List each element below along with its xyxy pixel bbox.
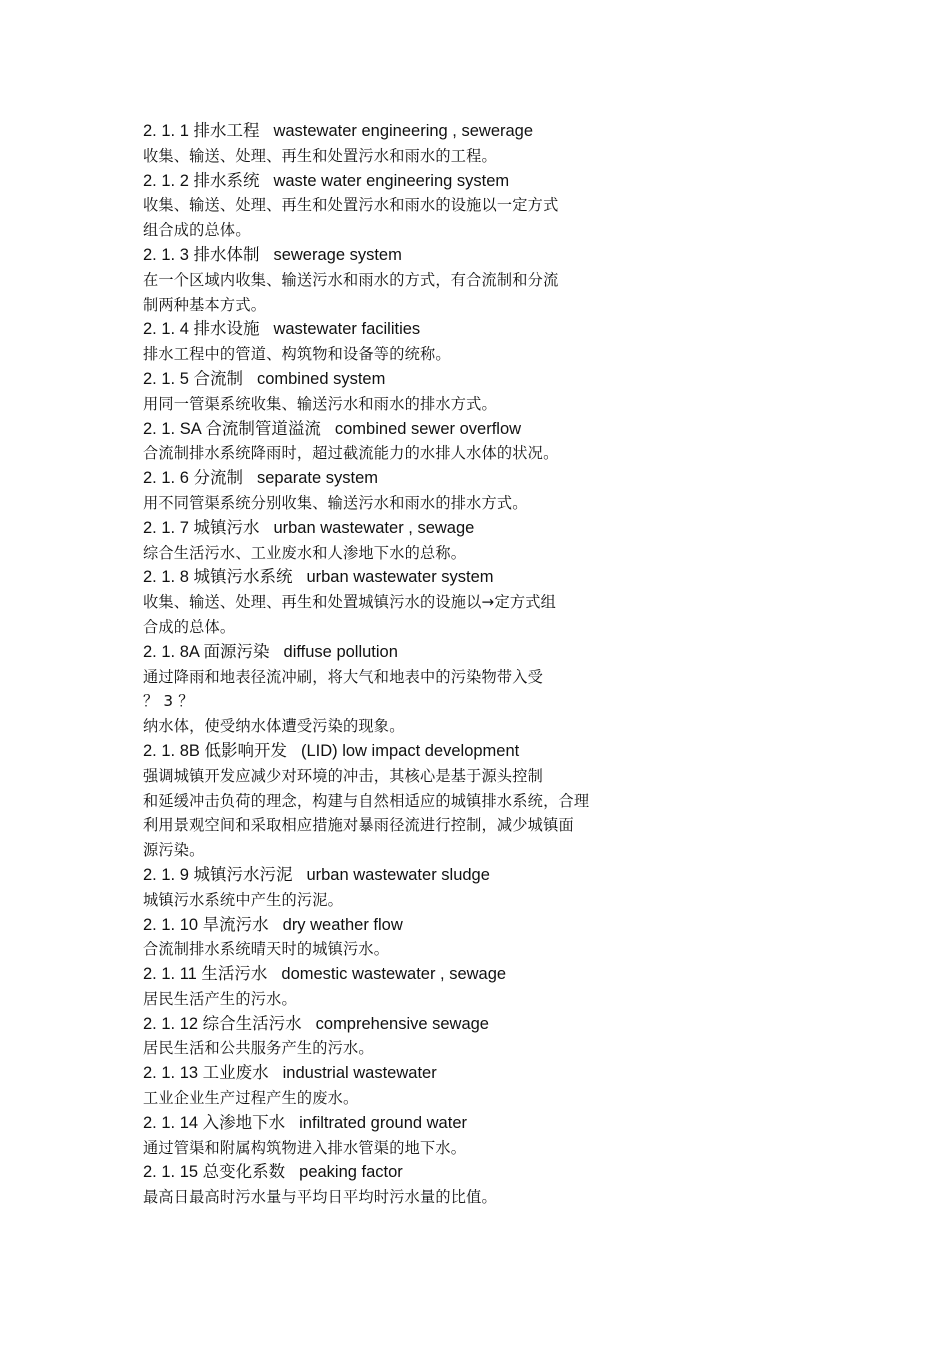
term-definition-line: 合成的总体。 xyxy=(143,617,236,636)
term-number-and-chinese-name: 2. 1. 1 排水工程 xyxy=(143,122,260,140)
term-heading xyxy=(143,1061,703,1086)
term-heading xyxy=(143,119,703,144)
term-entry xyxy=(143,739,703,863)
term-heading xyxy=(143,243,703,268)
term-definition-line: 制两种基本方式。 xyxy=(143,295,267,314)
term-heading xyxy=(143,417,703,442)
term-definition-line: 在一个区域内收集、输送污水和雨水的方式，有合流制和分流 xyxy=(143,270,559,289)
term-entry xyxy=(143,367,703,417)
term-entry xyxy=(143,962,703,1012)
term-number-and-chinese-name: 2. 1. 3 排水体制 xyxy=(143,245,260,264)
term-definition-line: 合流制排水系统晴天时的城镇污水。 xyxy=(143,940,390,959)
term-number-and-chinese-name: 2. 1. 8A 面源污染 xyxy=(143,642,270,661)
term-english-name: urban wastewater system xyxy=(306,568,494,587)
term-number-and-chinese-name: 2. 1. 13 工业废水 xyxy=(143,1064,269,1083)
term-definition-line: 收集、输送、处理、再生和处置污水和雨水的工程。 xyxy=(143,146,497,165)
term-definition-line: 纳水体，使受纳水体遭受污染的现象。 xyxy=(143,717,405,736)
term-entry xyxy=(143,516,703,566)
term-entry xyxy=(143,417,703,467)
term-number-and-chinese-name: 2. 1. 14 入渗地下水 xyxy=(143,1113,286,1132)
term-definition-line: 合流制排水系统降雨时，超过截流能力的水排人水体的状况。 xyxy=(143,444,559,463)
term-number-and-chinese-name: 2. 1. 9 城镇污水污泥 xyxy=(143,865,293,884)
term-entry xyxy=(143,640,703,739)
term-heading xyxy=(143,962,703,987)
term-definition-line: 工业企业生产过程产生的废水。 xyxy=(143,1089,359,1108)
term-english-name: domestic wastewater , sewage xyxy=(281,965,507,984)
term-definition-line: 和延缓冲击负荷的理念，构建与自然相适应的城镇排水系统，合理 xyxy=(143,791,590,810)
term-entry xyxy=(143,1160,703,1210)
term-definition-line: 通过管渠和附属构筑物进入排水管渠的地下水。 xyxy=(143,1138,467,1157)
term-number-and-chinese-name: 2. 1. SA 合流制管道溢流 xyxy=(143,419,321,438)
term-heading xyxy=(143,1012,703,1037)
term-english-name: diffuse pollution xyxy=(283,642,398,661)
term-english-name: waste water engineering system xyxy=(273,171,510,190)
term-definition-line: 城镇污水系统中产生的污泥。 xyxy=(143,890,344,909)
term-english-name: wastewater engineering , sewerage xyxy=(273,122,534,140)
term-heading xyxy=(143,317,703,342)
term-definition-line: ？ 3 ？ xyxy=(143,692,194,711)
term-entry xyxy=(143,1012,703,1062)
term-entry xyxy=(143,1061,703,1111)
term-number-and-chinese-name: 2. 1. 5 合流制 xyxy=(143,369,243,388)
term-entry xyxy=(143,466,703,516)
term-english-name: urban wastewater sludge xyxy=(306,865,490,884)
term-entry xyxy=(143,243,703,317)
term-heading xyxy=(143,739,703,764)
term-english-name: infiltrated ground water xyxy=(299,1113,467,1132)
term-english-name: urban wastewater , sewage xyxy=(273,518,475,537)
term-entry xyxy=(143,565,703,639)
term-english-name: combined system xyxy=(256,369,386,388)
term-english-name: combined sewer overflow xyxy=(334,419,522,438)
term-definition-line: 强调城镇开发应减少对环境的冲击，其核心是基于源头控制 xyxy=(143,766,544,785)
term-entry xyxy=(143,169,703,243)
term-definition-line: 居民生活和公共服务产生的污水。 xyxy=(143,1039,374,1058)
term-number-and-chinese-name: 2. 1. 15 总变化系数 xyxy=(143,1163,286,1182)
term-english-name: sewerage system xyxy=(273,245,402,264)
term-number-and-chinese-name: 2. 1. 8B 低影响开发 xyxy=(143,741,287,760)
term-number-and-chinese-name: 2. 1. 7 城镇污水 xyxy=(143,518,260,537)
document-body xyxy=(143,119,703,1210)
term-heading xyxy=(143,466,703,491)
term-english-name: separate system xyxy=(256,469,379,488)
term-entry xyxy=(143,1111,703,1161)
term-number-and-chinese-name: 2. 1. 2 排水系统 xyxy=(143,171,260,190)
term-heading xyxy=(143,1160,703,1185)
term-heading xyxy=(143,863,703,888)
term-number-and-chinese-name: 2. 1. 4 排水设施 xyxy=(143,320,260,339)
term-entry xyxy=(143,863,703,913)
term-definition-line: 利用景观空间和采取相应措施对暴雨径流进行控制，减少城镇面 xyxy=(143,816,574,835)
term-definition-line: 组合成的总体。 xyxy=(143,221,251,240)
term-heading xyxy=(143,565,703,590)
term-definition-line: 源污染。 xyxy=(143,841,205,860)
term-english-name: industrial wastewater xyxy=(282,1064,437,1083)
term-definition-line: 通过降雨和地表径流冲刷，将大气和地表中的污染物带入受 xyxy=(143,667,544,686)
term-heading xyxy=(143,169,703,194)
term-number-and-chinese-name: 2. 1. 6 分流制 xyxy=(143,469,243,488)
term-definition-line: 排水工程中的管道、构筑物和设备等的统称。 xyxy=(143,345,451,364)
term-number-and-chinese-name: 2. 1. 12 综合生活污水 xyxy=(143,1014,302,1033)
term-heading xyxy=(143,1111,703,1136)
term-entry xyxy=(143,317,703,367)
term-number-and-chinese-name: 2. 1. 8 城镇污水系统 xyxy=(143,568,293,587)
term-definition-line: 收集、输送、处理、再生和处置城镇污水的设施以→定方式组 xyxy=(143,593,557,612)
term-english-name: (LID) low impact development xyxy=(300,741,520,760)
term-english-name: comprehensive sewage xyxy=(315,1014,489,1033)
term-definition-line: 收集、输送、处理、再生和处置污水和雨水的设施以一定方式 xyxy=(143,196,559,215)
term-definition-line: 居民生活产生的污水。 xyxy=(143,989,297,1008)
term-definition-line: 用不同管渠系统分别收集、输送污水和雨水的排水方式。 xyxy=(143,493,528,512)
term-definition-line: 用同一管渠系统收集、输送污水和雨水的排水方式。 xyxy=(143,394,497,413)
term-number-and-chinese-name: 2. 1. 11 生活污水 xyxy=(143,965,268,984)
term-english-name: peaking factor xyxy=(299,1163,403,1182)
term-definition-line: 最高日最高时污水量与平均日平均时污水量的比值。 xyxy=(143,1188,497,1207)
term-heading xyxy=(143,640,703,665)
term-number-and-chinese-name: 2. 1. 10 旱流污水 xyxy=(143,915,269,934)
term-heading xyxy=(143,913,703,938)
term-heading xyxy=(143,516,703,541)
term-entry xyxy=(143,119,703,169)
term-entry xyxy=(143,913,703,963)
term-definition-line: 综合生活污水、工业废水和人渗地下水的总称。 xyxy=(143,543,467,562)
term-english-name: dry weather flow xyxy=(282,915,403,934)
term-heading xyxy=(143,367,703,392)
term-english-name: wastewater facilities xyxy=(273,320,421,339)
